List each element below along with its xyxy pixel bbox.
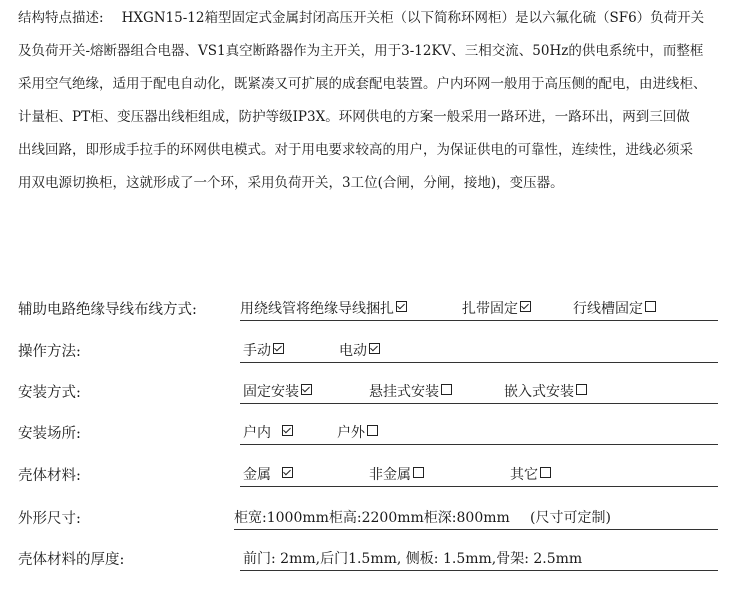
description-line-5: 出线回路，即形成手拉手的环网供电模式。对于用电要求较高的用户，为保证供电的可靠性，连续性，进线必须采 — [18, 142, 693, 158]
thickness-label: 壳体材料的厚度: — [18, 552, 125, 568]
operation-label: 操作方法: — [18, 344, 81, 360]
wiring-options — [240, 298, 718, 321]
description-line-3: 采用空气绝缘，适用于配电自动化，既紧凑又可扩展的成套配电装置。户内环网一般用于高压侧的配电，由进线柜、 — [18, 76, 707, 92]
checkbox-empty-icon[interactable] — [367, 425, 378, 436]
material-options — [240, 464, 718, 487]
description-line-2: 及负荷开关-熔断器组合电器、VS1真空断路器作为主开关，用于3-12KV、三相交流、50Hz的供电系统中，而整框 — [18, 43, 704, 59]
option-manual[interactable]: 手动 — [243, 340, 284, 360]
description-line-4: 计量柜、PT柜、变压器出线柜组成，防护等级IP3X。环网供电的方案一般采用一路环进，一路环出，两到三回做 — [18, 109, 690, 125]
description-line-1: 结构特点描述: HXGN15-12箱型固定式金属封闭高压开关柜（以下简称环网柜）是以六氟化硫（SF6）负荷开关 — [18, 10, 705, 26]
thickness-value: 前门: 2mm,后门1.5mm, 侧板: 1.5mm,骨架: 2.5mm — [243, 551, 583, 567]
checkbox-empty-icon[interactable] — [413, 467, 424, 478]
checkbox-checked-icon[interactable] — [520, 301, 531, 312]
dimensions-value: 柜宽:1000mm柜高:2200mm柜深:800mm — [234, 510, 510, 526]
checkbox-empty-icon[interactable] — [441, 384, 452, 395]
operation-row — [18, 340, 718, 364]
checkbox-checked-icon[interactable] — [396, 301, 407, 312]
option-bundled-conduit[interactable]: 用绕线管将绝缘导线捆扎 — [240, 298, 407, 318]
structure-description — [18, 2, 722, 200]
option-non-metal[interactable]: 非金属 — [369, 464, 424, 484]
checkbox-checked-icon[interactable] — [301, 384, 312, 395]
dimensions-note: (尺寸可定制) — [530, 510, 611, 526]
install-method-row — [18, 381, 718, 405]
install-site-label: 安装场所: — [18, 426, 81, 442]
description-label: 结构特点描述: — [18, 10, 104, 26]
material-label: 壳体材料: — [18, 468, 81, 484]
option-embedded-install[interactable]: 嵌入式安装 — [504, 381, 587, 401]
checkbox-checked-icon[interactable] — [282, 467, 293, 478]
option-cable-tie[interactable]: 扎带固定 — [462, 298, 531, 318]
checkbox-checked-icon[interactable] — [282, 425, 293, 436]
wiring-label: 辅助电路绝缘导线布线方式: — [18, 302, 197, 318]
dimensions-row — [18, 507, 718, 531]
option-fixed-install[interactable]: 固定安装 — [243, 381, 312, 401]
description-line-6: 用双电源切换柜，这就形成了一个环，采用负荷开关，3工位(合闸，分闸，接地)，变压器。 — [18, 175, 564, 191]
checkbox-checked-icon[interactable] — [369, 343, 380, 354]
option-hanging-install[interactable]: 悬挂式安装 — [369, 381, 452, 401]
operation-options — [240, 340, 718, 363]
option-indoor[interactable]: 户内 — [243, 422, 293, 442]
dimensions-value-line — [234, 507, 718, 530]
checkbox-empty-icon[interactable] — [645, 301, 656, 312]
wiring-row — [18, 298, 718, 322]
install-site-options — [240, 422, 718, 445]
dimensions-label: 外形尺寸: — [18, 511, 81, 527]
option-electric[interactable]: 电动 — [339, 340, 380, 360]
checkbox-empty-icon[interactable] — [540, 467, 551, 478]
checkbox-checked-icon[interactable] — [273, 343, 284, 354]
install-site-row — [18, 422, 718, 446]
thickness-row — [18, 548, 718, 572]
thickness-value-line — [240, 548, 718, 571]
checkbox-empty-icon[interactable] — [576, 384, 587, 395]
option-wire-trough[interactable]: 行线槽固定 — [573, 298, 656, 318]
option-outdoor[interactable]: 户外 — [337, 422, 378, 442]
option-other[interactable]: 其它 — [510, 464, 551, 484]
material-row — [18, 464, 718, 488]
install-method-options — [240, 381, 718, 404]
install-method-label: 安装方式: — [18, 385, 81, 401]
option-metal[interactable]: 金属 — [243, 464, 293, 484]
